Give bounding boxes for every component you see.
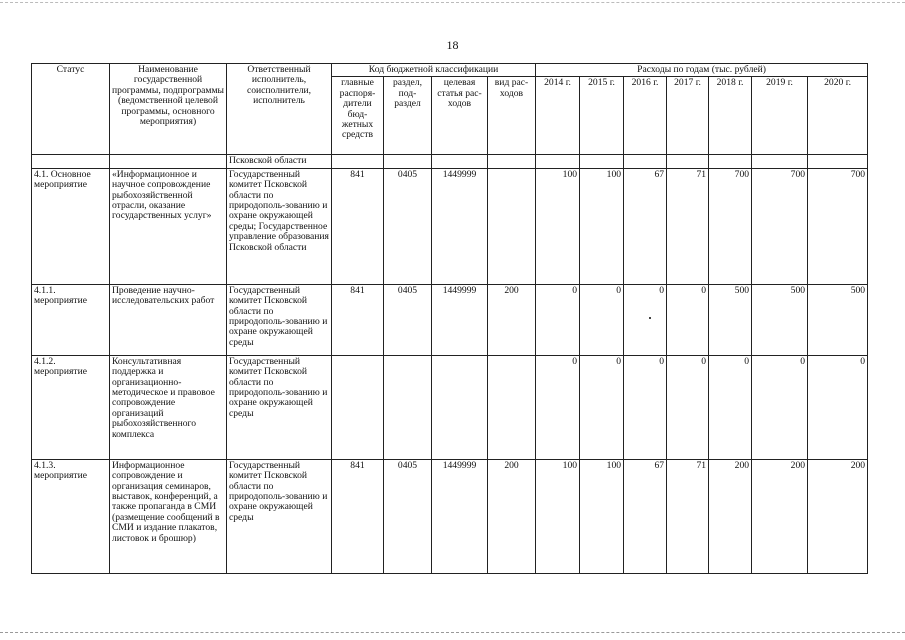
row-value: 0 — [536, 355, 580, 459]
row-value: 0 — [624, 284, 667, 355]
row-expense-type — [488, 355, 536, 459]
row-value: 67 — [624, 459, 667, 573]
row-value: 200 — [709, 459, 752, 573]
row-status: 4.1.1. мероприятие — [32, 284, 110, 355]
scan-edge-top — [0, 2, 905, 4]
row-section: 0405 — [384, 168, 432, 284]
row-expense-type: 200 — [488, 459, 536, 573]
row-value: 500 — [752, 284, 808, 355]
row-target: 1449999 — [432, 168, 488, 284]
row-value: 100 — [536, 168, 580, 284]
row-status: 4.1. Основное мероприятие — [32, 168, 110, 284]
row-executor: Государственный комитет Псковской области по природополь-зованию и охране окружающей среды — [227, 355, 332, 459]
row-value: 100 — [580, 459, 624, 573]
row-target: 1449999 — [432, 284, 488, 355]
row-status: 4.1.2. мероприятие — [32, 355, 110, 459]
row-name: Проведение научно-исследовательских работ — [110, 284, 227, 355]
table-row — [32, 168, 868, 284]
row-value: 200 — [752, 459, 808, 573]
row-value: 0 — [580, 355, 624, 459]
row-name: «Информационное и научное сопровождение рыбохозяйственной отрасли, оказание государственных услуг» — [110, 168, 227, 284]
row-executor: Государственный комитет Псковской области по природополь-зованию и охране окружающей среды — [227, 284, 332, 355]
row-value: 700 — [752, 168, 808, 284]
row-grbs — [332, 355, 384, 459]
header-year: 2020 г. — [808, 77, 868, 155]
row-value: 71 — [667, 459, 709, 573]
page-number: 18 — [446, 38, 459, 52]
row-value: 0 — [580, 284, 624, 355]
header-executor: Ответственный исполнитель, соисполнители, исполнитель — [227, 64, 332, 155]
row-target — [432, 355, 488, 459]
header-year: 2015 г. — [580, 77, 624, 155]
header-year: 2019 г. — [752, 77, 808, 155]
row-expense-type — [488, 168, 536, 284]
header-expense-type: вид рас-ходов — [488, 77, 536, 155]
row-value: 0 — [808, 355, 868, 459]
row-value: 0 — [709, 355, 752, 459]
table-header — [32, 64, 868, 155]
row-expense-type: 200 — [488, 284, 536, 355]
header-section: раздел, под-раздел — [384, 77, 432, 155]
row-value: 0 — [536, 284, 580, 355]
scan-edge-bottom — [0, 632, 905, 634]
header-target: целевая статья рас-ходов — [432, 77, 488, 155]
scan-speck — [649, 317, 651, 319]
row-section: 0405 — [384, 459, 432, 573]
row-target: 1449999 — [432, 459, 488, 573]
header-budget-code: Код бюджетной классификации — [332, 64, 536, 77]
row-grbs: 841 — [332, 168, 384, 284]
header-expenses: Расходы по годам (тыс. рублей) — [536, 64, 868, 77]
carry-over-executor: Псковской области — [227, 155, 332, 168]
table-row — [32, 284, 868, 355]
row-value: 0 — [667, 355, 709, 459]
row-value: 100 — [580, 168, 624, 284]
row-value: 0 — [624, 355, 667, 459]
row-value: 700 — [709, 168, 752, 284]
row-value: 200 — [808, 459, 868, 573]
header-grbs: главные распоря-дители бюд-жетных средств — [332, 77, 384, 155]
row-section — [384, 355, 432, 459]
header-year: 2018 г. — [709, 77, 752, 155]
row-value: 500 — [709, 284, 752, 355]
budget-table — [31, 63, 868, 574]
header-year: 2017 г. — [667, 77, 709, 155]
row-value: 100 — [536, 459, 580, 573]
table-row — [32, 355, 868, 459]
row-executor: Государственный комитет Псковской области по природополь-зованию и охране окружающей среды; Государственное управление образования Псковской области — [227, 168, 332, 284]
table-row — [32, 459, 868, 573]
row-value: 67 — [624, 168, 667, 284]
row-status: 4.1.3. мероприятие — [32, 459, 110, 573]
row-name: Информационное сопровождение и организация семинаров, выставок, конференций, а также пропаганда в СМИ (размещение сообщений в СМИ и издание плакатов, листовок и брошюр) — [110, 459, 227, 573]
header-year: 2014 г. — [536, 77, 580, 155]
row-name: Консультативная поддержка и организационно-методическое и правовое сопровождение организаций рыбохозяйственного комплекса — [110, 355, 227, 459]
carry-over-row — [32, 155, 868, 168]
header-name: Наименование государственной программы, подпрограммы (ведомственной целевой программы, основного мероприятия) — [110, 64, 227, 155]
header-status: Статус — [32, 64, 110, 155]
row-grbs: 841 — [332, 284, 384, 355]
row-value: 0 — [752, 355, 808, 459]
header-year: 2016 г. — [624, 77, 667, 155]
row-value: 500 — [808, 284, 868, 355]
row-executor: Государственный комитет Псковской области по природополь-зованию и охране окружающей среды — [227, 459, 332, 573]
row-value: 71 — [667, 168, 709, 284]
row-value: 700 — [808, 168, 868, 284]
row-value: 0 — [667, 284, 709, 355]
row-grbs: 841 — [332, 459, 384, 573]
row-section: 0405 — [384, 284, 432, 355]
